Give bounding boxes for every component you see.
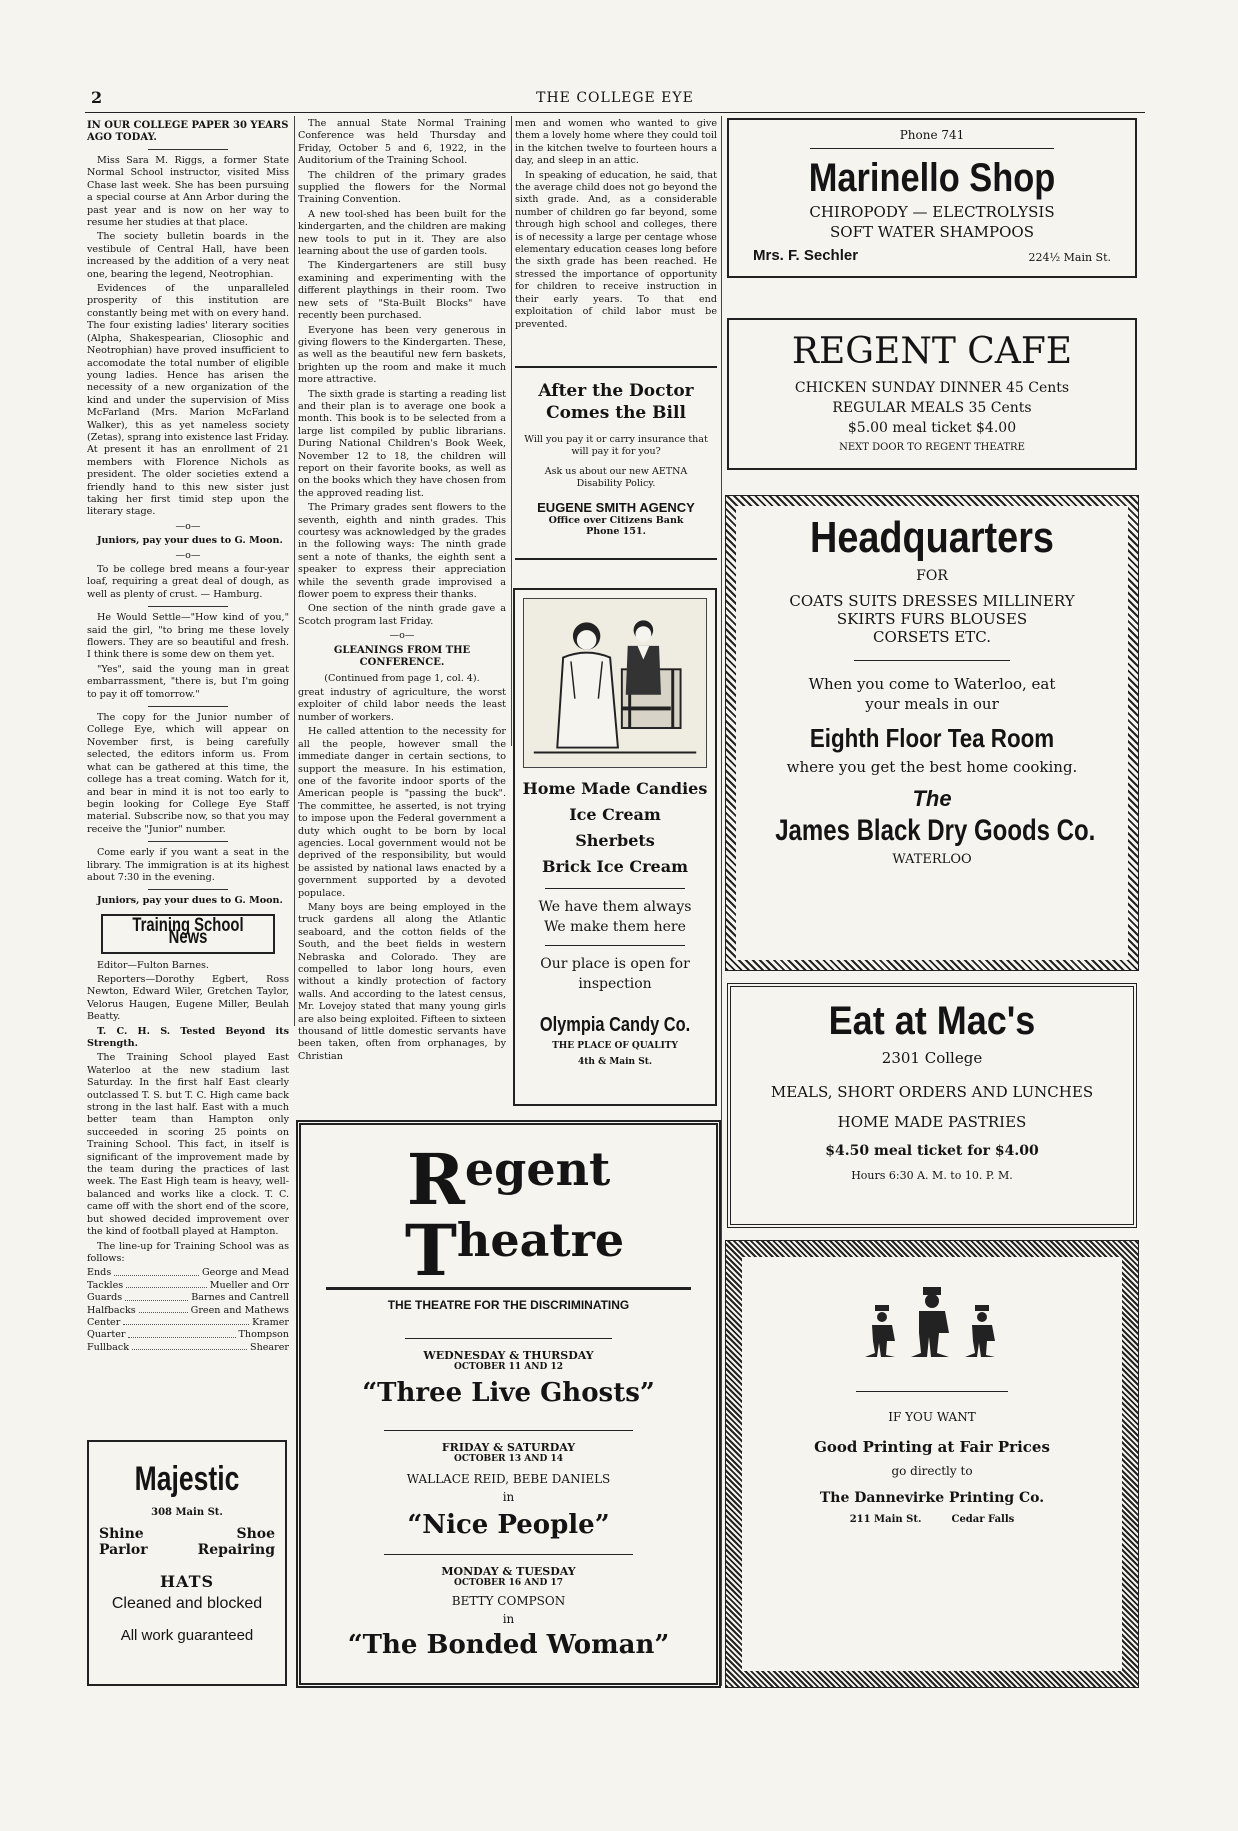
gleanings-title: GLEANINGS FROM THE CONFERENCE. (333, 644, 471, 668)
paragraph: He called attention to the necessity for all the people, however small the immediate danger in certain sections, to support the measure. In his estimation, one of the favorite indoor sports of the American people is "passing the buck". The committee, he asserted, is not trying to impose upon the Federal government a duty which ought to be born by local agencies. Local government would not be deprived of the responsibility, but would be assisted by national laws enacted by a government supported by a devoted populace. (298, 726, 506, 899)
candy-line: inspection (578, 976, 652, 992)
macs-ad (727, 983, 1137, 1228)
theatre-name: Regent Theatre (404, 1138, 625, 1292)
paragraph: He Would Settle—"How kind of you," said the girl, "to bring me these lovely flowers. They are so beautiful and fresh. I think there is some dew on them yet. (87, 612, 289, 661)
column-rule (294, 116, 295, 1026)
printing-name: The Dannevirke Printing Co. (819, 1490, 1045, 1506)
store-name: James Black Dry Goods Co. (775, 814, 1096, 847)
page-number: 2 (91, 88, 103, 107)
paragraph: The sixth grade is starting a reading list and their plan is to average one book a month. This book is to be selected from a large list compiled by public librarians. During National Children's Book Week, November 12 to 18, the children will report on their favorite books, as well as on the books which they have chosen from the approved reading list. (298, 388, 506, 499)
lineup-row: Guards Barnes and Cantrell (87, 1292, 289, 1304)
lineup-row: Fullback Shearer (87, 1341, 289, 1353)
dues-notice: Juniors, pay your dues to G. Moon. (97, 535, 283, 547)
marinello-services: CHIROPODY — ELECTROLYSIS (809, 203, 1055, 221)
paragraph: Evidences of the unparalleled prosperity of this institution are constantly being met with on every hand. The four existing ladies' literary socities (Alpha, Shakespearian, Cliosophic and Neotrophian) have proved insufficient to accomodate the total number of eligible young ladies. Hence has arisen the necessity of a new organization of the kind and under the supervision of Miss McFarland (Mrs. Marion McFarland Walker), this as yet nameless society (Zetas), sprang into existence last Friday. At present it has an enrollment of 21 members with Florence Nichols as president. The older societies extend a friendly hand to this new sister just taking her first timid step upon the literary stage. (87, 283, 289, 518)
paragraph: The children of the primary grades supplied the flowers for the Normal Training Convention. (298, 169, 506, 206)
film-in: in (502, 1490, 515, 1504)
aetna-title: After the Doctor Comes the Bill (538, 381, 694, 423)
film-cast: WALLACE REID, BEBE DANIELS (406, 1472, 611, 1486)
macs-hours: Hours 6:30 A. M. to 10. P. M. (851, 1169, 1013, 1182)
couple-illustration (523, 598, 707, 768)
majestic-services: Shine Parlor Shoe Repairing (99, 1526, 275, 1558)
training-school-title: Training School News (132, 914, 244, 949)
aetna-office: Office over Citizens Bank (548, 515, 684, 526)
majestic-address: 308 Main St. (151, 1507, 223, 1518)
candy-line: We have them always (538, 899, 692, 915)
printing-city: Cedar Falls (951, 1514, 1015, 1525)
aetna-line1: Will you pay it or carry insurance that will pay it for you? (524, 434, 708, 457)
paragraph: A new tool-shed has been built for the kindergarten, and the children are making new tools to put in it. They are also learning about the use of garden tools. (298, 208, 506, 258)
cafe-name: REGENT CAFE (791, 331, 1073, 372)
column-rule (511, 116, 512, 746)
aetna-ad (515, 366, 717, 560)
majestic-guarantee: All work guaranteed (120, 1627, 254, 1644)
printing-line: go directly to (891, 1464, 973, 1478)
divider (148, 889, 229, 890)
headquarters-line: COATS SUITS DRESSES MILLINERY (789, 592, 1075, 610)
cafe-line: NEXT DOOR TO REGENT THEATRE (839, 442, 1025, 453)
lineup-row: Halfbacks Green and Mathews (87, 1304, 289, 1316)
film-in: in (502, 1612, 515, 1626)
regent-theatre-ad (296, 1120, 721, 1688)
tea-room-name: Eighth Floor Tea Room (809, 723, 1055, 753)
marinello-phone: Phone 741 (899, 128, 965, 142)
candy-line: Our place is open for (540, 956, 690, 972)
marinello-owner: Mrs. F. Sechler (753, 247, 859, 264)
lineup-row: Ends George and Mead (87, 1267, 289, 1279)
showing-days: MONDAY & TUESDAY (441, 1565, 576, 1578)
cafe-line: $5.00 meal ticket $4.00 (847, 420, 1017, 436)
macs-line: HOME MADE PASTRIES (837, 1113, 1027, 1131)
printing-address: 211 Main St. (849, 1514, 922, 1525)
candy-name: Olympia Candy Co. (539, 1014, 691, 1036)
paragraph: One section of the ninth grade gave a Scotch program last Friday. (298, 603, 506, 627)
divider-mark: —o— (389, 630, 415, 642)
store-city: WATERLOO (892, 852, 972, 867)
column-1 (87, 118, 289, 1380)
candy-line: Home Made Candies (522, 779, 708, 798)
editor-line: Editor—Fulton Barnes. (97, 959, 209, 971)
aetna-agency: EUGENE SMITH AGENCY (537, 500, 695, 515)
couple-icon (524, 599, 706, 767)
macs-address: 2301 College (881, 1049, 983, 1067)
column-2 (298, 118, 506, 1062)
printers-figures-icon (857, 1281, 1007, 1361)
lineup-row: Tackles Mueller and Orr (87, 1279, 289, 1291)
column-3 (515, 118, 717, 358)
paragraph: Miss Sara M. Riggs, a former State Normal School instructor, visited Miss Chase last week. She has been pursuing a special course at Ann Arbor during the past year and is now on her way to resume her studies at that place. (87, 155, 289, 229)
film-cast: BETTY COMPSON (451, 1594, 566, 1608)
continued-note: (Continued from page 1, col. 4). (324, 672, 480, 684)
macs-name: Eat at Mac's (828, 999, 1036, 1043)
printing-line: Good Printing at Fair Prices (814, 1438, 1050, 1456)
headquarters-line: When you come to Waterloo, eat (808, 675, 1056, 693)
paragraph: Come early if you want a seat in the library. The immigration is at its highest about 7:30 in the evening. (87, 847, 289, 883)
paragraph: Many boys are being employed in the truck gardens all along the Atlantic seaboard, and the cotton fields of the South, and the beet fields in western Nebraska and Colorado. They are compelled to labor long hours, even without a kindly protection of factory walls. And according to the latest census, Mr. Lovejoy stated that many young girls are also being exploited. Fifteen to sixteen thousand of little domestic servants have been taken, often from orphanages, by Christian (298, 901, 506, 1062)
marinello-ad (727, 118, 1137, 278)
marinello-name: Marinello Shop (808, 156, 1056, 200)
paragraph: The copy for the Junior number of College Eye, which will appear on November first, is being carefully selected, the editors inform us. From what can be gathered at this time, the college has a treat coming. Watch for it, and bear in mind it is not too early to begin looking for College Eye Staff material. Subscribe now, so that you may receive the "Junior" number. (87, 712, 289, 835)
candy-line: Brick Ice Cream (541, 857, 689, 876)
macs-line: $4.50 meal ticket for $4.00 (825, 1143, 1039, 1159)
divider-mark: —o— (175, 520, 201, 532)
film-title: “The Bonded Woman” (347, 1630, 670, 1660)
regent-cafe-ad (727, 318, 1137, 470)
training-school-banner (101, 914, 275, 954)
aetna-line2: Ask us about our new AETNA Disability Policy. (544, 466, 688, 489)
film-title: “Nice People” (407, 1510, 610, 1540)
showing-days: FRIDAY & SATURDAY (441, 1441, 576, 1454)
column-rule (721, 116, 722, 1686)
headquarters-line: SKIRTS FURS BLOUSES (836, 610, 1028, 628)
paragraph: The society bulletin boards in the vestibule of Central Hall, have been increased by the addition of a very neat one, bearing the legend, Neotrophian. (87, 231, 289, 280)
paragraph: The Training School played East Waterloo at the new stadium last Saturday. In the first half East clearly outclassed T. S. but T. C. High came back strong in the last half. East with a much better team than Hampton only succeeded in scoring 25 points on Training School. This fact, in itself is significant of the improvement made by the team during the practices of last week. The East High team is heavy, well-balanced and works like a clock. T. C. came off with the short end of the score, but showed decided improvement over the kind of football played at Hampton. (87, 1052, 289, 1238)
showing-dates: OCTOBER 11 AND 12 (454, 1362, 563, 1372)
aetna-phone: Phone 151. (586, 526, 646, 537)
store-the: The (912, 786, 952, 811)
candy-line: Sherbets (575, 831, 655, 850)
cafe-line: REGULAR MEALS 35 Cents (832, 400, 1032, 416)
divider (148, 606, 229, 607)
lineup-row: Center Kramer (87, 1316, 289, 1328)
dues-notice: Juniors, pay your dues to G. Moon. (97, 895, 283, 907)
headquarters-for: FOR (916, 568, 948, 584)
showing-dates: OCTOBER 13 AND 14 (454, 1454, 563, 1464)
paragraph: The Kindergarteners are still busy examining and experimenting with the different playthings in their room. Two new sets of "Sta-Built Blocks" have recently been purchased. (298, 260, 506, 322)
game-heading: T. C. H. S. Tested Beyond its Strength. (87, 1025, 289, 1049)
paragraph: To be college bred means a four-year loaf, requiring a great deal of dough, as well as plenty of crust. — Hamburg. (87, 564, 289, 600)
headquarters-line: your meals in our (865, 695, 999, 713)
divider (148, 841, 229, 842)
divider (148, 706, 229, 707)
headquarters-line: CORSETS ETC. (872, 628, 991, 646)
paragraph: The Primary grades sent flowers to the seventh, eighth and ninth grades. This courtesy was acknowledged by the grades in the following ways: The ninth grade sent a note of thanks, the eighth sent a speaker to express their appreciation while the seventh grade improvised a flower poem to express their thanks. (298, 502, 506, 601)
paragraph: great industry of agriculture, the worst exploiter of child labor needs the least number of workers. (298, 687, 506, 723)
majestic-cleaned: Cleaned and blocked (111, 1595, 263, 1612)
lineup-table (87, 1267, 289, 1354)
paper-name: THE COLLEGE EYE (536, 90, 694, 106)
article-heading: IN OUR COLLEGE PAPER 30 YEARS AGO TODAY. (87, 120, 289, 143)
printing-ad (725, 1240, 1139, 1688)
paragraph: men and women who wanted to give them a lovely home where they could toil in the kitchen twelve to fourteen hours a day, and sleep in an attic. (515, 118, 717, 167)
paragraph: The annual State Normal Training Conference was held Thursday and Friday, October 5 and 6, 1922, in the Auditorium of the Training School. (298, 118, 506, 167)
majestic-name: Majestic (134, 1460, 240, 1498)
candy-line: We make them here (544, 919, 686, 935)
marinello-services: SOFT WATER SHAMPOOS (830, 223, 1034, 241)
headquarters-name: Headquarters (810, 513, 1054, 562)
paragraph: In speaking of education, he said, that the average child does not go beyond the sixth grade. And, as a considerable number of children go far beyond, some through high school and colleges, there is of necessity a large per centage whose elementary education ceases long before the sixth grade has been reached. He stressed the importance of opportunity for children to receive instruction in their early years. To that end exploitation of child labor must be prevented. (515, 169, 717, 330)
reporters-line: Reporters—Dorothy Egbert, Ross Newton, Edward Wiler, Gretchen Taylor, Velorus Haugen, Eugene Miller, Beulah Beatty. (87, 973, 289, 1023)
showing-days: WEDNESDAY & THURSDAY (423, 1349, 594, 1362)
olympia-candy-ad (513, 588, 717, 1106)
headquarters-ad (725, 495, 1139, 971)
majestic-hats: HATS (159, 1572, 215, 1591)
theatre-slogan: THE THEATRE FOR THE DISCRIMINATING (387, 1298, 630, 1312)
printing-line: IF YOU WANT (888, 1410, 976, 1424)
page-header (85, 88, 1145, 113)
majestic-ad (87, 1440, 287, 1686)
showing-dates: OCTOBER 16 AND 17 (454, 1578, 563, 1588)
candy-tag: THE PLACE OF QUALITY (552, 1041, 678, 1051)
divider-mark: —o— (175, 549, 201, 561)
marinello-address: 224½ Main St. (1028, 251, 1111, 264)
candy-line: Ice Cream (569, 805, 661, 824)
lineup-row: Quarter Thompson (87, 1329, 289, 1341)
paragraph: The line-up for Training School was as follows: (87, 1240, 289, 1264)
divider (148, 149, 229, 150)
candy-address: 4th & Main St. (577, 1057, 653, 1067)
macs-line: MEALS, SHORT ORDERS AND LUNCHES (770, 1083, 1094, 1101)
headquarters-line: where you get the best home cooking. (786, 758, 1078, 776)
film-title: “Three Live Ghosts” (362, 1378, 655, 1408)
cafe-line: CHICKEN SUNDAY DINNER 45 Cents (794, 380, 1070, 396)
paragraph: "Yes", said the young man in great embarrassment, "there is, but I'm going to pay it off tomorrow." (87, 663, 289, 700)
paragraph: Everyone has been very generous in giving flowers to the Kindergarten. These, as well as the beautiful new fern baskets, brighten up the room and make it much more attractive. (298, 324, 506, 386)
